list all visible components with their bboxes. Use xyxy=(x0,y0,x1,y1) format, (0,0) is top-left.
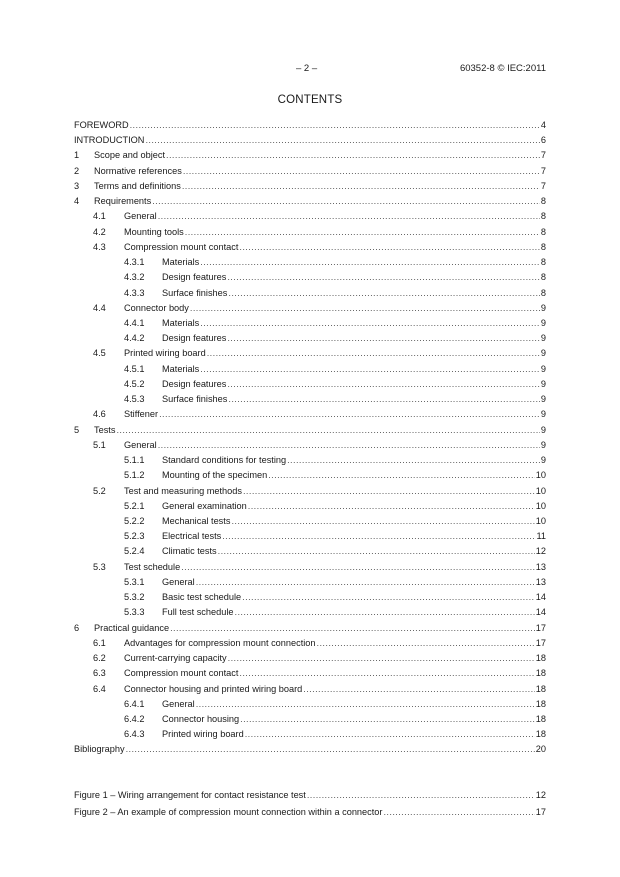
toc-entry-label: Connector housing xyxy=(162,713,240,724)
toc-entry-label: Design features xyxy=(162,333,227,344)
toc-entry[interactable] xyxy=(74,650,546,663)
toc-entry-label: Mounting of the specimen xyxy=(162,470,268,481)
toc-entry-number: 4.3 xyxy=(93,241,106,252)
toc-entry-number: 6.2 xyxy=(93,653,106,664)
dot-leader xyxy=(130,120,540,130)
toc-entry-number: 5.2.1 xyxy=(124,500,145,511)
toc-entry-label: Mounting tools xyxy=(124,226,184,237)
toc-entry-number: 4.3.3 xyxy=(124,287,145,298)
toc-entry[interactable] xyxy=(74,193,546,206)
toc-entry-number: 6.3 xyxy=(93,668,106,679)
toc-entry-number: 5.3.3 xyxy=(124,607,145,618)
toc-entry-page: 8 xyxy=(540,257,546,268)
toc-entry-label: Test and measuring methods xyxy=(124,485,242,496)
toc-entry-number: 5.3 xyxy=(93,561,106,572)
toc-entry[interactable] xyxy=(74,620,546,633)
toc-entry-page: 9 xyxy=(540,378,546,389)
toc-entry-number: 4.5.3 xyxy=(124,394,145,405)
dot-leader xyxy=(170,623,535,633)
dot-leader xyxy=(227,379,540,389)
toc-entry-page: 10 xyxy=(535,500,546,511)
toc-entry-number: 4.2 xyxy=(93,226,106,237)
dot-leader xyxy=(158,211,540,221)
toc-entry[interactable] xyxy=(74,269,546,282)
toc-entry-page: 18 xyxy=(535,698,546,709)
toc-entry[interactable] xyxy=(74,391,546,404)
toc-entry-label: Connector housing and printed wiring board xyxy=(124,683,303,694)
toc-entry-page: 18 xyxy=(535,668,546,679)
toc-entry-label: Bibliography xyxy=(74,744,125,755)
toc-entry-label: Materials xyxy=(162,257,200,268)
toc-entry-label: General xyxy=(124,211,157,222)
dot-leader xyxy=(239,668,534,678)
toc-entry[interactable] xyxy=(74,132,546,145)
toc-entry[interactable] xyxy=(74,422,546,435)
dot-leader xyxy=(243,486,535,496)
toc-entry-number: 5.2.3 xyxy=(124,531,145,542)
dot-leader xyxy=(116,425,539,435)
toc-entry-number: 4.3.2 xyxy=(124,272,145,283)
toc-entry-label: Compression mount contact xyxy=(124,241,239,252)
toc-entry-page: 9 xyxy=(540,409,546,420)
dot-leader xyxy=(145,135,539,145)
dot-leader xyxy=(158,440,540,450)
toc-entry-number: 6 xyxy=(74,622,80,633)
toc-entry[interactable] xyxy=(74,574,546,587)
toc-entry-label: Electrical tests xyxy=(162,531,222,542)
toc-entry-number: 4.4.2 xyxy=(124,333,145,344)
toc-entry[interactable] xyxy=(74,498,546,511)
toc-entry-label: Climatic tests xyxy=(162,546,217,557)
dot-leader xyxy=(207,348,540,358)
dot-leader xyxy=(126,744,535,754)
toc-entry[interactable] xyxy=(74,543,546,556)
dot-leader xyxy=(181,562,535,572)
toc-entry-label: Mechanical tests xyxy=(162,515,231,526)
dot-leader xyxy=(200,318,540,328)
toc-entry[interactable] xyxy=(74,437,546,450)
dot-leader xyxy=(317,638,535,648)
toc-entry-label: Surface finishes xyxy=(162,287,228,298)
dot-leader xyxy=(183,166,540,176)
toc-entry[interactable] xyxy=(74,330,546,343)
toc-entry-number: 4.5 xyxy=(93,348,106,359)
toc-entry-label: Printed wiring board xyxy=(162,729,244,740)
toc-entry[interactable] xyxy=(74,696,546,709)
toc-entry-page: 11 xyxy=(536,531,546,542)
toc-entry-page: 10 xyxy=(535,470,546,481)
dot-leader xyxy=(196,699,535,709)
toc-entry-label: Figure 2 – An example of compression mount connection within a connector xyxy=(74,807,383,817)
toc-entry-label: Practical guidance xyxy=(94,622,170,633)
toc-entry-number: 4.3.1 xyxy=(124,257,145,268)
dot-leader xyxy=(239,242,539,252)
toc-entry[interactable] xyxy=(74,681,546,694)
toc-entry[interactable] xyxy=(74,741,546,754)
toc-entry-number: 5.2.2 xyxy=(124,515,145,526)
dot-leader xyxy=(287,455,540,465)
toc-entry-page: 8 xyxy=(540,272,546,283)
toc-entry[interactable] xyxy=(74,285,546,298)
toc-entry[interactable] xyxy=(74,665,546,678)
toc-entry[interactable] xyxy=(74,483,546,496)
toc-entry-page: 8 xyxy=(540,196,546,207)
toc-entry-label: Current-carrying capacity xyxy=(124,653,227,664)
dot-leader xyxy=(190,303,540,313)
toc-entry-page: 8 xyxy=(540,241,546,252)
toc-entry[interactable] xyxy=(74,559,546,572)
toc-entry-page: 18 xyxy=(535,729,546,740)
dot-leader xyxy=(228,394,540,404)
toc-entry-page: 18 xyxy=(535,653,546,664)
toc-entry[interactable] xyxy=(74,406,546,419)
toc-entry-number: 6.4.3 xyxy=(124,729,145,740)
toc-entry-label: Requirements xyxy=(94,196,152,207)
toc-entry-number: 2 xyxy=(74,165,80,176)
page-title: CONTENTS xyxy=(277,94,343,106)
toc-entry-page: 9 xyxy=(540,363,546,374)
toc-entry-label: Basic test schedule xyxy=(162,592,242,603)
toc-entry[interactable] xyxy=(74,345,546,358)
dot-leader xyxy=(222,531,535,541)
toc-entry[interactable] xyxy=(74,711,546,724)
toc-entry[interactable] xyxy=(74,604,546,617)
toc-entry-page: 9 xyxy=(540,348,546,359)
dot-leader xyxy=(152,196,540,206)
toc-entry-label: Advantages for compression mount connection xyxy=(124,637,316,648)
toc-entry-label: General xyxy=(162,576,195,587)
toc-entry-page: 4 xyxy=(540,120,546,130)
dot-leader xyxy=(245,729,535,739)
toc-entry[interactable] xyxy=(74,147,546,160)
dot-leader xyxy=(200,257,540,267)
dot-leader xyxy=(159,409,540,419)
toc-entry-page: 9 xyxy=(540,439,546,450)
toc-entry[interactable] xyxy=(74,163,546,176)
toc-entry-page: 6 xyxy=(540,135,546,146)
dot-leader xyxy=(228,288,540,298)
toc-entry-label: Design features xyxy=(162,378,227,389)
toc-entry-page: 7 xyxy=(540,150,546,161)
dot-leader xyxy=(307,790,535,800)
dot-leader xyxy=(303,684,535,694)
toc-entry[interactable] xyxy=(74,726,546,739)
toc-entry-page: 14 xyxy=(535,592,546,603)
toc-entry[interactable] xyxy=(74,513,546,526)
toc-entry[interactable] xyxy=(74,300,546,313)
toc-entry-number: 4.5.2 xyxy=(124,378,145,389)
toc-entry-label: Scope and object xyxy=(94,150,166,161)
page-number: – 2 – xyxy=(296,63,318,74)
dot-leader xyxy=(228,653,535,663)
toc-entry[interactable] xyxy=(74,224,546,237)
toc-entry[interactable] xyxy=(74,117,546,130)
toc-entry[interactable] xyxy=(74,361,546,374)
toc-entry-page: 14 xyxy=(535,607,546,618)
toc-entry-page: 8 xyxy=(540,226,546,237)
toc-entry-number: 4 xyxy=(74,196,80,207)
toc-entry-number: 5.2.4 xyxy=(124,546,145,557)
toc-entry[interactable] xyxy=(74,467,546,480)
dot-leader xyxy=(231,516,534,526)
toc-entry-page: 9 xyxy=(540,394,546,405)
toc-entry-page: 7 xyxy=(540,180,546,191)
toc-entry-number: 6.1 xyxy=(93,637,106,648)
toc-entry-page: 9 xyxy=(540,424,546,435)
toc-entry-page: 13 xyxy=(535,561,546,572)
toc-entry-label: INTRODUCTION xyxy=(74,135,145,146)
dot-leader xyxy=(166,150,540,160)
toc-entry-label: Stiffener xyxy=(124,409,159,420)
toc-entry-page: 7 xyxy=(540,165,546,176)
toc-entry-label: Normative references xyxy=(94,165,182,176)
toc-entry-label: Materials xyxy=(162,317,200,328)
toc-entry[interactable] xyxy=(74,239,546,252)
dot-leader xyxy=(242,592,535,602)
dot-leader xyxy=(218,546,535,556)
toc-entry-number: 6.4.1 xyxy=(124,698,145,709)
dot-leader xyxy=(227,272,540,282)
toc-entry-label: Terms and definitions xyxy=(94,180,181,191)
toc-entry-number: 1 xyxy=(74,150,80,161)
toc-entry-number: 5 xyxy=(74,424,80,435)
toc-entry[interactable] xyxy=(74,635,546,648)
toc-entry-number: 4.6 xyxy=(93,409,106,420)
toc-entry[interactable] xyxy=(74,528,546,541)
toc-entry-page: 8 xyxy=(540,287,546,298)
toc-entry-label: Full test schedule xyxy=(162,607,234,618)
toc-entry-number: 5.3.2 xyxy=(124,592,145,603)
figure-list-entry[interactable] xyxy=(74,804,546,817)
toc-entry[interactable] xyxy=(74,589,546,602)
toc-entry-label: Test schedule xyxy=(124,561,181,572)
toc-entry-page: 12 xyxy=(535,790,546,800)
toc-entry-number: 3 xyxy=(74,180,80,191)
toc-entry[interactable] xyxy=(74,452,546,465)
dot-leader xyxy=(182,181,540,191)
toc-entry-page: 18 xyxy=(535,713,546,724)
toc-entry-label: Design features xyxy=(162,272,227,283)
toc-entry-label: Connector body xyxy=(124,302,189,313)
toc-entry[interactable] xyxy=(74,315,546,328)
toc-entry-page: 9 xyxy=(540,333,546,344)
document-id: 60352-8 © IEC:2011 xyxy=(459,63,546,74)
toc-entry[interactable] xyxy=(74,254,546,267)
toc-entry[interactable] xyxy=(74,208,546,221)
toc-entry-number: 4.1 xyxy=(93,211,106,222)
toc-entry-number: 6.4.2 xyxy=(124,713,145,724)
dot-leader xyxy=(196,577,535,587)
toc-entry-number: 5.1 xyxy=(93,439,106,450)
toc-entry-page: 12 xyxy=(535,546,546,557)
toc-entry-label: Tests xyxy=(94,424,116,435)
dot-leader xyxy=(268,470,535,480)
dot-leader xyxy=(383,807,534,817)
figure-list-entry[interactable] xyxy=(74,787,546,800)
dot-leader xyxy=(185,227,540,237)
toc-entry-label: Surface finishes xyxy=(162,394,228,405)
toc-entry-number: 5.1.1 xyxy=(124,455,145,466)
toc-entry-label: Standard conditions for testing xyxy=(162,455,287,466)
dot-leader xyxy=(235,607,535,617)
dot-leader xyxy=(240,714,535,724)
toc-entry[interactable] xyxy=(74,178,546,191)
toc-entry-label: General xyxy=(162,698,195,709)
toc-entry-label: General examination xyxy=(162,500,247,511)
toc-entry-number: 5.3.1 xyxy=(124,576,145,587)
toc-entry-number: 4.4 xyxy=(93,302,106,313)
toc-entry-number: 4.4.1 xyxy=(124,317,145,328)
dot-leader xyxy=(248,501,535,511)
toc-entry-page: 9 xyxy=(540,302,546,313)
toc-entry-page: 9 xyxy=(540,317,546,328)
toc-entry-number: 4.5.1 xyxy=(124,363,145,374)
toc-entry-page: 8 xyxy=(540,211,546,222)
toc-entry-page: 10 xyxy=(535,515,546,526)
toc-entry-page: 20 xyxy=(535,744,546,755)
toc-entry-label: Compression mount contact xyxy=(124,668,239,679)
toc-entry-page: 18 xyxy=(535,683,546,694)
toc-entry[interactable] xyxy=(74,376,546,389)
dot-leader xyxy=(200,364,540,374)
toc-entry-label: Materials xyxy=(162,363,200,374)
toc-entry-page: 9 xyxy=(540,455,546,466)
dot-leader xyxy=(227,333,540,343)
toc-entry-number: 5.1.2 xyxy=(124,470,145,481)
toc-entry-label: FOREWORD xyxy=(74,120,129,130)
toc-entry-label: Figure 1 – Wiring arrangement for contact resistance test xyxy=(74,790,306,800)
toc-entry-number: 5.2 xyxy=(93,485,106,496)
toc-entry-label: General xyxy=(124,439,157,450)
toc-entry-page: 10 xyxy=(535,485,546,496)
toc-entry-page: 17 xyxy=(535,637,546,648)
toc-entry-label: Printed wiring board xyxy=(124,348,206,359)
toc-entry-number: 6.4 xyxy=(93,683,106,694)
toc-entry-page: 17 xyxy=(535,807,546,817)
toc-entry-page: 17 xyxy=(535,622,546,633)
toc-entry-page: 13 xyxy=(535,576,546,587)
